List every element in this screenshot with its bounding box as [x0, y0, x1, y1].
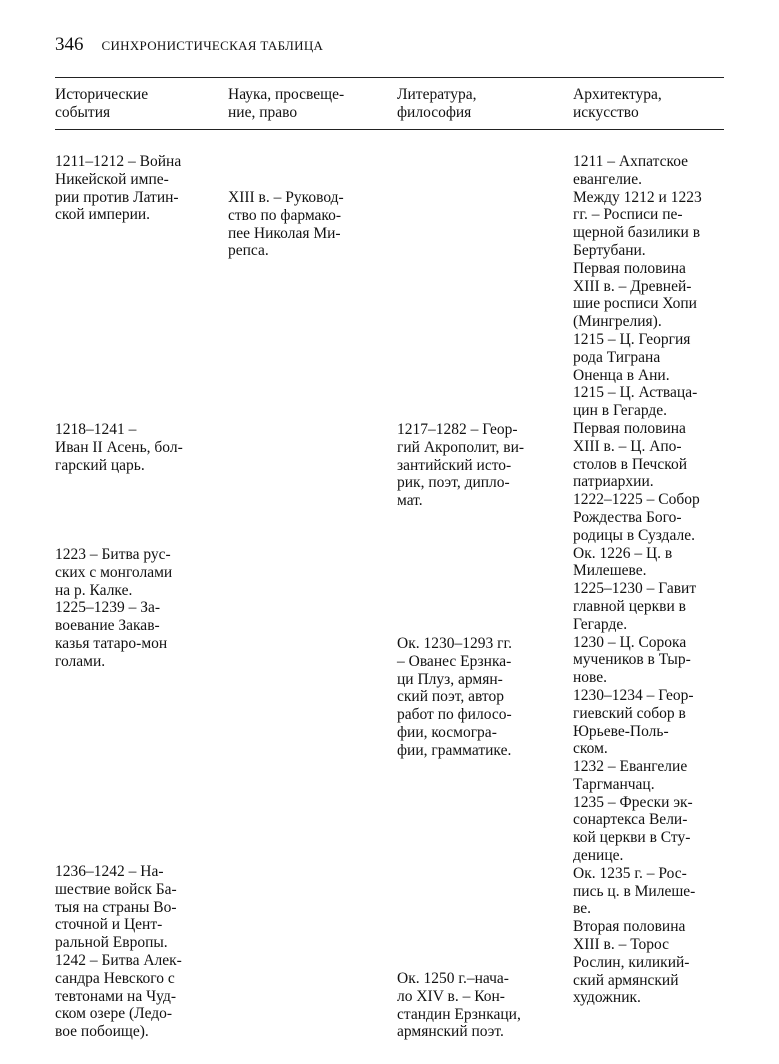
column-header-science: Наука, просвеще- ние, право: [228, 86, 345, 121]
entry-line: 1232 – Евангелие: [573, 758, 688, 776]
entry-line: Бертубани.: [573, 241, 646, 259]
entry-line: нове.: [573, 669, 608, 687]
science-entry: [228, 189, 344, 260]
entry-line: фии, грамматике.: [397, 741, 512, 759]
entry-line: сандра Невского с: [55, 969, 175, 987]
event-entry: [55, 153, 181, 224]
table-header-rule: [55, 129, 724, 130]
entry-line: XIII в. – Руковод-: [228, 189, 344, 206]
page-title: СИНХРОНИСТИЧЕСКАЯ ТАБЛИЦА: [101, 38, 324, 53]
entry-line: Вторая половина: [573, 918, 686, 936]
entry-line: воевание Закав-: [55, 617, 160, 635]
entry-line: шие росписи Хопи: [573, 295, 697, 313]
entry-line: сонартекса Вели-: [573, 811, 688, 829]
entry-line: Ок. 1230–1293 гг.: [397, 635, 512, 652]
entry-line: пее Николая Ми-: [228, 224, 341, 242]
entry-line: армянский поэт.: [397, 1023, 504, 1041]
entry-line: Рослин, киликий-: [573, 953, 690, 971]
entry-line: 1217–1282 – Геор-: [397, 421, 518, 438]
entry-line: ской империи.: [55, 206, 151, 224]
column-header-literature: Литература, философия: [397, 86, 477, 121]
entry-line: Первая половина: [573, 259, 686, 277]
entry-line: денице.: [573, 847, 624, 865]
running-head: [55, 34, 323, 58]
entry-line: родицы в Суздале.: [573, 526, 695, 544]
entry-line: 1230 – Ц. Сорока: [573, 633, 687, 651]
entry-line: (Мингрелия).: [573, 313, 662, 331]
table-top-rule: [55, 77, 724, 78]
entry-line: XIII в. – Ц. Апо-: [573, 437, 682, 455]
entry-line: Юрьеве-Поль-: [573, 722, 669, 740]
literature-entry: [397, 635, 512, 760]
entry-line: 1242 – Битва Алек-: [55, 951, 182, 969]
entry-line: гарский царь.: [55, 456, 145, 474]
entry-line: кой церкви в Сту-: [573, 829, 691, 847]
entry-line: Милешеве.: [573, 562, 647, 580]
entry-line: пись ц. в Милеше-: [573, 882, 696, 900]
entry-line: ский поэт, автор: [397, 688, 505, 706]
entry-line: Оненца в Ани.: [573, 366, 670, 384]
entry-line: 1211 – Ахпатское: [573, 153, 689, 170]
column-header-events: Исторические события: [55, 86, 149, 121]
entry-line: рии против Латин-: [55, 188, 179, 206]
entry-line: 1222–1225 – Собор: [573, 491, 700, 509]
entry-line: патриархии.: [573, 473, 654, 491]
entry-line: ло XIV в. – Кон-: [397, 987, 505, 1005]
literature-entry: [397, 970, 521, 1041]
entry-line: работ по филосо-: [397, 706, 512, 724]
entry-line: щерной базилики в: [573, 224, 701, 242]
entry-line: цин в Гегарде.: [573, 402, 668, 420]
column-header-architecture: Архитектура, искусство: [573, 86, 662, 121]
event-entry: [55, 863, 182, 1041]
entry-line: 1223 – Битва рус-: [55, 546, 171, 563]
entry-line: 1236–1242 – На-: [55, 863, 164, 880]
entry-line: казья татаро-мон: [55, 634, 168, 652]
entry-line: гг. – Росписи пе-: [573, 206, 683, 224]
entry-line: мат.: [397, 492, 423, 510]
entry-line: рода Тиграна: [573, 348, 661, 366]
entry-line: сточной и Цент-: [55, 916, 163, 934]
entry-line: рик, поэт, дипло-: [397, 474, 510, 492]
entry-line: стандин Ерзнкаци,: [397, 1005, 521, 1023]
entry-line: Ок. 1226 – Ц. в: [573, 544, 673, 562]
entry-line: вое побоище).: [55, 1023, 149, 1041]
entry-line: художник.: [573, 989, 641, 1007]
entry-line: 1215 – Ц. Астваца-: [573, 384, 698, 402]
entry-line: главной церкви в: [573, 597, 686, 615]
entry-line: фии, космогра-: [397, 723, 497, 741]
entry-line: 1211–1212 – Война: [55, 153, 182, 170]
entry-line: XIII в. – Торос: [573, 936, 670, 954]
entry-line: 1235 – Фрески эк-: [573, 793, 693, 811]
entry-line: ский армянский: [573, 971, 679, 989]
page-number: 346: [55, 34, 84, 55]
entry-line: – Ованес Ерзнка-: [397, 652, 512, 670]
entry-line: тевтонами на Чуд-: [55, 987, 177, 1005]
entry-line: ве.: [573, 900, 591, 918]
entry-line: зантийский исто-: [397, 456, 512, 474]
event-entry: [55, 421, 183, 474]
entry-line: 1230–1234 – Геор-: [573, 686, 694, 704]
entry-line: Между 1212 и 1223: [573, 188, 702, 206]
art-entry: [573, 153, 702, 1007]
entry-line: ском озере (Ледо-: [55, 1005, 173, 1023]
entry-line: ство по фармако-: [228, 206, 342, 224]
entry-line: 1215 – Ц. Георгия: [573, 330, 691, 348]
entry-line: шествие войск Ба-: [55, 880, 177, 898]
entry-line: 1218–1241 –: [55, 421, 137, 438]
event-entry: [55, 546, 172, 671]
entry-line: 1225–1239 – За-: [55, 599, 161, 617]
entry-line: Рождества Бого-: [573, 508, 682, 526]
entry-line: 1225–1230 – Гавит: [573, 580, 697, 598]
entry-line: Иван II Асень, бол-: [55, 438, 183, 456]
entry-line: Первая половина: [573, 419, 686, 437]
entry-line: тыя на страны Во-: [55, 898, 177, 916]
entry-line: ци Плуз, армян-: [397, 670, 503, 688]
literature-entry: [397, 421, 524, 510]
entry-line: ских с монголами: [55, 563, 173, 581]
entry-line: Никейской импе-: [55, 170, 169, 188]
entry-line: Ок. 1235 г. – Рос-: [573, 864, 687, 882]
entry-line: мучеников в Тыр-: [573, 651, 691, 669]
entry-line: репса.: [228, 242, 269, 260]
entry-line: на р. Калке.: [55, 581, 133, 599]
entry-line: Ок. 1250 г.–нача-: [397, 970, 509, 987]
entry-line: гий Акрополит, ви-: [397, 438, 525, 456]
entry-line: голами.: [55, 652, 106, 670]
entry-line: евангелие.: [573, 170, 642, 188]
entry-line: столов в Печской: [573, 455, 688, 473]
entry-line: ском.: [573, 740, 608, 758]
entry-line: XIII в. – Древней-: [573, 277, 692, 295]
entry-line: ральной Европы.: [55, 934, 168, 952]
entry-line: Таргманчац.: [573, 775, 655, 793]
entry-line: Гегарде.: [573, 615, 628, 633]
entry-line: гиевский собор в: [573, 704, 686, 722]
